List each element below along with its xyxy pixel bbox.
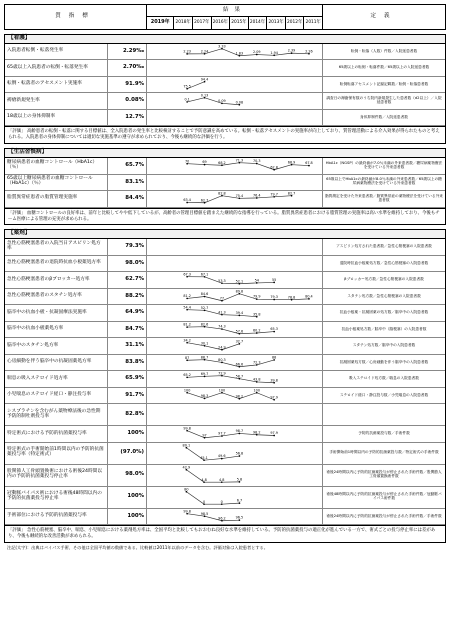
year-label: 2017年 [193, 17, 212, 29]
trend-svg [147, 289, 323, 305]
evaluation-note: 「評価」 血糖コントロールの良好率は、前年と比較してやや低下しているが、高齢者の管理目標値を踏まえた継続的な指導を行っている。脂質異常症患者における脂質管理の実施率は高い水準を維持しており、今後もチーム医療による管理の充実が求められる。 [5, 208, 445, 225]
header-results-label: 結果 [147, 5, 322, 17]
trend-svg [147, 272, 323, 288]
trend-line [187, 376, 274, 383]
trend-chart [147, 158, 323, 174]
indicator-definition: 予防的抗菌薬投与数／手術件数 [358, 431, 410, 436]
indicator-label: 急性心筋梗塞患者の入院当日アスピリン処方率 [5, 239, 108, 255]
trend-point-label: 2.23 [183, 49, 191, 54]
indicator-definition: 手術開始前1時間以内の予防的抗菌薬投与数／特定術式の手術件数 [329, 450, 439, 455]
trend-point-label: 62.8 [270, 165, 278, 170]
indicator-value: 100% [108, 509, 147, 525]
trend-point-label: 80.1 [182, 443, 191, 448]
trend-point-label: 39.4 [235, 311, 244, 316]
indicator-label: 転倒・転落者のアセスメント実施率 [5, 77, 108, 93]
indicator-definition: HbA1c（NGSP）の最終値が7.0％未満の外来患者数／糖尿病薬物療法を受けている外来患者数 [325, 160, 443, 169]
indicator-row [5, 191, 445, 208]
trend-point-label: 43.8 [252, 377, 261, 382]
indicator-value: 31.1% [108, 338, 147, 354]
trend-point-label: 41.3 [218, 310, 226, 315]
indicator-label: 18歳以上の身体抑制率 [5, 110, 108, 126]
section-title: 【看護】 [5, 35, 445, 44]
trend-point-label: 88 [272, 355, 277, 360]
indicator-definition: アスピリン処方された患者数／急性心筋梗塞の入院患者数 [336, 244, 432, 249]
trend-point-label: 65.2 [183, 373, 191, 378]
trend-point-label: 2.39 [287, 48, 296, 53]
indicator-definition [323, 404, 445, 425]
indicator-row [5, 426, 445, 443]
trend-point-label: 72.9 [218, 371, 226, 376]
trend-point-label: 80.3 [218, 357, 226, 362]
trend-point-label: 69 [202, 160, 207, 165]
evaluation-note: 「評価」 急性心筋梗塞、脳卒中、喘息、小児喘息における薬剤処方率は、全国平均と比較してもおおむね良好な水準を維持している。予防的抗菌薬投与の適正化が進んでいる一方で、術式ごとの投与停止率には差があり、今後も継続的な改善活動が求められる。 [5, 525, 445, 542]
indicator-value: 2.29‰ [108, 44, 147, 60]
trend-point-label: 77 [219, 296, 225, 301]
trend-svg [147, 371, 323, 387]
indicator-label: 急性心筋梗塞患者のスタチン処方率 [5, 289, 108, 305]
indicator-row [5, 322, 445, 339]
indicator-value: 83.8% [108, 355, 147, 371]
trend-point-label: 97.7 [218, 431, 226, 436]
indicator-value: 83.1% [108, 175, 147, 191]
indicator-row [5, 465, 445, 487]
indicator-value: 98.0% [108, 256, 147, 272]
indicator-value: 84.7% [108, 322, 147, 338]
indicator-label: 65歳以上糖尿病患者の血糖コントロール（HbA1c）（％） [5, 175, 108, 191]
trend-point-label: 69.7 [200, 372, 209, 377]
trend-point-label: 67.3 [183, 272, 191, 277]
trend-point-label: 79.9 [252, 294, 261, 299]
indicator-row [5, 355, 445, 372]
indicator-definition: 抗凝固薬処方数／心房細動を伴う脳卒中の入院患者数 [339, 359, 429, 364]
trend-point-label: 82.7 [287, 191, 296, 196]
trend-chart [147, 110, 323, 126]
trend-svg [147, 355, 323, 371]
trend-line [186, 470, 239, 482]
trend-svg [147, 305, 323, 321]
trend-svg [147, 465, 323, 486]
trend-point-label: 67.8 [305, 161, 313, 166]
indicator-label: 心房細動を伴う脳卒中の抗凝固薬処方率 [5, 355, 108, 371]
trend-point-label: 75.4 [235, 193, 244, 198]
trend-point-label: 80.4 [305, 294, 313, 299]
indicator-value: 64.9% [108, 305, 147, 321]
trend-chart [147, 371, 323, 387]
trend-point-label: 68.9 [287, 160, 296, 165]
indicator-label: 脳卒中の抗血小板薬処方率 [5, 322, 108, 338]
trend-point-label: 97.9 [270, 395, 278, 400]
indicator-row [5, 388, 445, 405]
indicator-definition: スタチン処方数／脳卒中の入院患者数 [352, 343, 416, 348]
trend-point-label: 0 [220, 499, 223, 504]
indicator-value: 100% [108, 487, 147, 508]
trend-svg [147, 322, 323, 338]
indicator-label: 手術部位における予防的抗菌薬投与率 [5, 509, 108, 525]
trend-point-label: 56.8 [235, 451, 244, 456]
trend-point-label: 0.13 [200, 93, 209, 98]
trend-point-label: 74.3 [218, 324, 226, 329]
indicator-value: 82.8% [108, 404, 147, 425]
indicator-definition: ステロイド経口・静注投与数／小児喘息の入院患者数 [339, 392, 429, 397]
indicator-value: 100% [108, 426, 147, 442]
indicator-row [5, 158, 445, 175]
trend-point-label: 100 [183, 388, 191, 393]
indicator-definition: 吸入ステロイド処方数／喘息の入院患者数 [349, 376, 419, 381]
trend-chart [147, 404, 323, 425]
trend-line [187, 98, 239, 105]
indicator-row [5, 289, 445, 306]
trend-svg [147, 77, 323, 93]
trend-svg [147, 256, 323, 272]
year-label: 2014年 [249, 17, 268, 29]
trend-chart [147, 256, 323, 272]
trend-svg [147, 110, 323, 126]
trend-svg [147, 191, 323, 207]
indicator-label: 65歳以上入院患者の転倒・転落発生率 [5, 60, 108, 76]
year-label: 2013年 [267, 17, 286, 29]
year-label: 2018年 [174, 17, 193, 29]
indicator-label: 冠動脈バイパス術における術後48時間以内の予防的抗菌薬投与停止率 [5, 487, 108, 508]
indicator-row [5, 256, 445, 273]
trend-chart [147, 355, 323, 371]
trend-point-label: 81.2 [183, 322, 191, 327]
trend-point-label: 100 [253, 388, 260, 393]
trend-point-label: 65.3 [270, 326, 278, 331]
indicator-value: 79.3% [108, 239, 147, 255]
trend-chart [147, 388, 323, 404]
indicator-definition: 脂質測定を受けた外来患者数／脂質異常症の薬物療法を受けている外来患者数 [325, 193, 443, 202]
trend-point-label: 80 [184, 487, 189, 492]
indicator-row [5, 93, 445, 110]
trend-point-label: 99.8 [183, 426, 191, 431]
trend-line [186, 448, 239, 460]
indicator-value: 84.4% [108, 191, 147, 207]
trend-svg [147, 158, 323, 174]
indicator-definition: 退院時抗血小板薬処方数／急性心筋梗塞の入院患者数 [339, 260, 429, 265]
trend-point-label: 100 [218, 388, 226, 393]
trend-point-label: 82.8 [218, 191, 226, 196]
trend-point-label: 2.09 [252, 49, 261, 54]
trend-point-label: 71.3 [235, 158, 244, 163]
trend-svg [147, 44, 323, 60]
trend-line [187, 327, 274, 334]
indicator-definition: βブロッカー処方数／急性心筋梗塞の入院患者数 [344, 277, 424, 282]
trend-point-label: 94.4 [200, 77, 209, 82]
trend-point-label: 52.1 [235, 279, 244, 284]
year-label: 2012年 [286, 17, 305, 29]
trend-point-label: 54 [254, 278, 259, 283]
indicator-row [5, 509, 445, 526]
indicator-value: 91.9% [108, 77, 147, 93]
trend-point-label: 84.6 [200, 291, 209, 296]
trend-svg [147, 175, 323, 191]
trend-point-label: 5.8 [236, 477, 243, 482]
indicator-value: 88.2% [108, 289, 147, 305]
indicator-label: 糖尿病患者の血糖コントロール（HbA1c）（％） [5, 158, 108, 174]
indicator-label: シスプラチンを含むがん薬物療法後の急性期予防的制吐剤投与率 [5, 404, 108, 425]
sections [4, 34, 446, 543]
section [4, 34, 446, 144]
trend-point-label: 49.6 [217, 453, 226, 458]
indicator-definition: 抗血小板薬処方数／脳卒中（脳梗塞）の入院患者数 [341, 326, 427, 331]
indicator-label: 入院患者転倒・転落発生率 [5, 44, 108, 60]
year-label: 2015年 [230, 17, 249, 29]
indicator-row [5, 60, 445, 77]
indicator-definition: 術後48時間以内に予防的抗菌薬投与が停止された手術件数／冠動脈バイパス術件数 [326, 492, 442, 501]
section-title: 【薬剤】 [5, 230, 445, 239]
evaluation-note: 「評価」 高齢患者の転倒・転落に関する目標値は、全入院患者の発生率と比較検討することで予防意識を高めている。転倒・転落アセスメントの実施率が向上しており、質管理活動による介入効果が得られたものと考えられる。入院患者の身体抑制については適切な実施基準の遵守が求められており、今後も継続的な評価を行う。 [5, 126, 445, 143]
trend-point-label: 60.2 [252, 328, 261, 333]
trend-point-label: 98.3 [200, 393, 209, 398]
indicator-value: 65.7% [108, 158, 147, 174]
trend-point-label: 30.1 [200, 341, 209, 346]
header-years [147, 17, 322, 29]
trend-point-label: 42.9 [182, 465, 191, 470]
header-indicator: 質指標 [5, 5, 147, 29]
indicator-row [5, 404, 445, 426]
trend-chart [147, 272, 323, 288]
trend-chart [147, 239, 323, 255]
trend-chart [147, 487, 323, 508]
indicator-row [5, 110, 445, 127]
trend-point-label: 0.1 [184, 97, 190, 102]
trend-svg [147, 338, 323, 354]
indicator-definition: 抗血小板薬・抗凝固薬の処方数／脳卒中の入院患者数 [339, 310, 429, 315]
indicator-value: 2.70‰ [108, 60, 147, 76]
indicator-label: 喘息の吸入ステロイド処方率 [5, 371, 108, 387]
trend-line [187, 343, 239, 350]
trend-point-label: 24.9 [218, 345, 226, 350]
trend-point-label: 98.5 [200, 511, 209, 516]
trend-point-label: 4.8 [219, 477, 225, 482]
trend-svg [147, 239, 323, 255]
header-definition: 定義 [370, 13, 398, 20]
indicator-value: 98.0% [108, 465, 147, 486]
trend-point-label: 2.24 [200, 49, 209, 54]
trend-point-label: 0.09 [218, 99, 226, 104]
trend-point-label: 57.6 [235, 329, 244, 334]
indicator-row [5, 175, 445, 192]
trend-point-label: 32.7 [235, 339, 244, 344]
indicator-value: 62.7% [108, 272, 147, 288]
indicator-definition: 転倒転落アセスメント記録記載数／転倒・転落患者数 [339, 81, 429, 86]
indicator-label: 脂質異常症患者の脂質管理実施率 [5, 191, 108, 207]
indicator-definition: 65歳以上の転倒・転落件数／65歳以上の入院延患者数 [338, 65, 430, 70]
trend-point-label: 63.4 [183, 198, 191, 203]
trend-chart [147, 44, 323, 60]
trend-point-label: 70.3 [252, 159, 261, 164]
section [4, 229, 446, 543]
trend-point-label: 97.9 [270, 431, 278, 436]
trend-point-label: 4.8 [201, 477, 207, 482]
trend-chart [147, 443, 323, 464]
trend-svg [147, 93, 323, 109]
indicator-label: 脳卒中の抗血小板・抗凝固療法実施率 [5, 305, 108, 321]
trend-chart [147, 338, 323, 354]
trend-svg [147, 487, 323, 508]
trend-point-label: 1.83 [235, 51, 244, 56]
indicator-row [5, 487, 445, 509]
trend-point-label: 68.2 [218, 160, 226, 165]
trend-svg [147, 509, 323, 525]
trend-point-label: 0 [202, 499, 206, 504]
trend-chart [147, 289, 323, 305]
indicator-row [5, 371, 445, 388]
trend-point-label: 96.2 [218, 516, 226, 521]
trend-chart [147, 426, 323, 442]
trend-point-label: 39.8 [270, 378, 278, 383]
trend-chart [147, 175, 323, 191]
year-label: 2011年 [305, 19, 321, 25]
trend-chart [147, 93, 323, 109]
trend-point-label: 78.8 [287, 295, 296, 300]
trend-point-label: 97 [202, 433, 207, 438]
indicator-row [5, 443, 445, 465]
trend-point-label: 58.7 [235, 374, 244, 379]
trend-point-label: 2.26 [305, 49, 313, 54]
trend-chart [147, 191, 323, 207]
indicator-row [5, 44, 445, 61]
indicator-definition: 術後24時間以内に予防的抗菌薬投与が停止された手術件数／股関節人工骨頭置換術件数 [326, 470, 442, 479]
trend-point-label: 35.8 [252, 312, 261, 317]
trend-point-label: 72.3 [252, 360, 261, 365]
trend-line [187, 277, 277, 284]
trend-point-label: 66.6 [235, 362, 244, 367]
table-header [4, 4, 446, 30]
indicator-row [5, 338, 445, 355]
trend-point-label: 98.7 [235, 429, 244, 434]
trend-point-label: 45.1 [200, 455, 208, 460]
trend-point-label: 3.33 [218, 44, 226, 49]
trend-point-label: 67.1 [200, 272, 209, 277]
indicator-label: 特定術式の手術開始前1時間以内の予防的抗菌薬投与率（特定術式） [5, 443, 108, 464]
indicator-row [5, 305, 445, 322]
trend-point-label: 55 [272, 278, 277, 283]
indicator-definition: 転倒・転落（人数）件数／入院延患者数 [350, 48, 418, 53]
trend-point-label: 88.7 [200, 355, 209, 360]
trend-point-label: 89.8 [235, 289, 244, 294]
indicator-definition: 術後24時間以内に予防的抗菌薬投与が停止された手術件数／手術件数 [326, 513, 442, 518]
indicator-definition: 調査日の褥瘡保有数のうち院内新規発生した患者数（d2以上）／入院延患者数 [326, 96, 442, 105]
indicator-row [5, 272, 445, 289]
indicator-definition: 身体抑制件数／入院延患者数 [360, 114, 408, 119]
trend-svg [147, 404, 323, 425]
indicator-value: 0.08% [108, 93, 147, 109]
trend-line [186, 492, 239, 504]
trend-point-label: 87 [184, 355, 190, 360]
indicator-value: (97.0%) [108, 443, 147, 464]
quality-indicator-sheet [4, 4, 446, 553]
trend-point-label: 54.4 [183, 305, 191, 310]
year-label: 2016年 [212, 17, 231, 29]
trend-point-label: 6.7 [236, 498, 243, 503]
header-results [147, 5, 323, 29]
trend-point-label: 79.3 [270, 294, 278, 299]
year-label: 2019年 [147, 17, 174, 29]
trend-point-label: 81.2 [183, 293, 191, 298]
indicator-value: 12.7% [108, 110, 147, 126]
trend-svg [147, 388, 323, 404]
indicator-value: 65.9% [108, 371, 147, 387]
trend-point-label: 82.6 [200, 322, 209, 327]
indicator-label: 急性心筋梗塞患者の退院時抗血小板薬処方率 [5, 256, 108, 272]
trend-point-label: 76.4 [252, 193, 261, 198]
indicator-definition: 65歳以上でHbA1cの最終値が8.0％未満の外来患者数／65歳以上の糖尿病薬物療法を受けている外来患者数 [326, 177, 442, 186]
trend-line [187, 431, 274, 438]
trend-chart [147, 509, 323, 525]
trend-point-label: 98.2 [235, 394, 244, 399]
indicator-label: 褥瘡新規発生率 [5, 93, 108, 109]
trend-point-label: 0.08 [235, 100, 244, 105]
trend-svg [147, 443, 323, 464]
trend-point-label: 75.5 [183, 84, 191, 89]
indicator-definition: スタチン処方数／急性心筋梗塞の入院患者数 [347, 293, 421, 298]
indicator-value: 91.7% [108, 388, 147, 404]
indicator-label: 特定術式における予防的抗菌薬投与率 [5, 426, 108, 442]
trend-point-label: 53.3 [218, 279, 226, 284]
trend-chart [147, 305, 323, 321]
section [4, 148, 446, 225]
trend-point-label: 62.7 [200, 198, 209, 203]
indicator-label: 急性心筋梗塞患者のβブロッカー処方率 [5, 272, 108, 288]
indicator-row [5, 239, 445, 256]
trend-chart [147, 60, 323, 76]
indicator-row [5, 77, 445, 94]
footnote: 注記(太字)：出典はバイパス手術、その他は全国平均値の数値である。比較値は2011年以前のデータを含む。評価対象は入院患者とする。 [7, 545, 268, 551]
trend-point-label: 96.5 [235, 515, 244, 520]
trend-point-label: 52.7 [200, 306, 209, 311]
trend-point-label: 99.8 [183, 509, 191, 514]
indicator-label: 小児喘息のステロイド経口・静注投与率 [5, 388, 108, 404]
trend-svg [147, 60, 323, 76]
trend-point-label: 34.2 [183, 338, 191, 343]
trend-point-label: 79.7 [270, 192, 278, 197]
indicator-label: 股関節人工骨頭置換術における術後24時間以内の予防的抗菌薬投与停止率 [5, 465, 108, 486]
trend-chart [147, 322, 323, 338]
trend-point-label: 70 [184, 159, 190, 164]
trend-svg [147, 426, 323, 442]
trend-chart [147, 465, 323, 486]
trend-point-label: 98.2 [252, 430, 261, 435]
section-title: 【生活習慣病】 [5, 149, 445, 158]
trend-chart [147, 77, 323, 93]
indicator-label: 脳卒中のスタチン処方率 [5, 338, 108, 354]
trend-point-label: 1.94 [270, 50, 278, 55]
